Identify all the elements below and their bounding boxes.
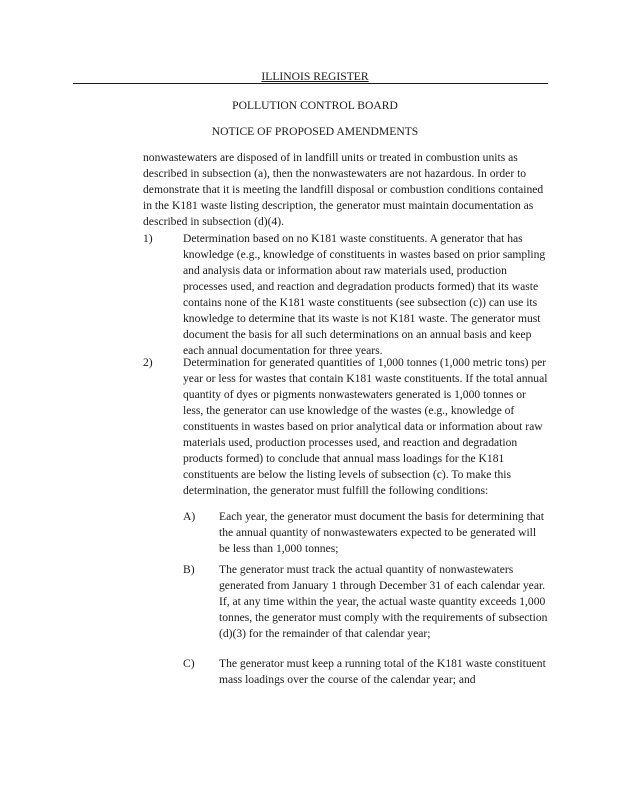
register-title: ILLINOIS REGISTER (261, 70, 369, 83)
subitem-b-number: B) (183, 563, 195, 576)
item-1-text: Determination based on no K181 waste constituents. A generator that has knowledge (e.g., knowledge of constituents in wastes based on prior sampling and analysis data or information about raw materials used, production processes used, and reaction and degradation products formed) that its waste contains none of the K181 waste constituents (see subsection (c)) can use its knowledge to determine that its waste is not K181 waste. The generator must document the basis for all such determinations on an annual basis and keep each annual documentation for three years. (183, 232, 546, 357)
subitem-c-text: The generator must keep a running total of the K181 waste constituent mass loadings over the course of the calendar year; and (219, 657, 546, 686)
board-title: POLLUTION CONTROL BOARD (232, 99, 398, 112)
subitem-a-text: Each year, the generator must document the basis for determining that the annual quantity of nonwastewaters expected to be generated will be less than 1,000 tonnes; (219, 510, 545, 555)
subitem-b-text: The generator must track the actual quantity of nonwastewaters generated from January 1 through December 31 of each calendar year. If, at any time within the year, the actual waste quantity exceeds 1,000 tonnes, the generator must comply with the requirements of subsection (d)(3) for the remainder of that calendar year; (219, 563, 548, 640)
item-2-number: 2) (143, 356, 153, 369)
item-2-text: Determination for generated quantities of 1,000 tonnes (1,000 metric tons) per year or less for wastes that contain K181 waste constituents. If the total annual quantity of dyes or pigments nonwastewaters generated is 1,000 tonnes or less, the generator can use knowledge of the wastes (e.g., knowledge of constituents in wastes based on prior analytical data or information about raw materials used, production processes used, and reaction and degradation products formed) to conclude that annual mass loadings for the K181 constituents are below the listing levels of subsection (c). To make this determination, the generator must fulfill the following conditions: (183, 356, 548, 497)
intro-paragraph: nonwastewaters are disposed of in landfill units or treated in combustion units as described in subsection (a), then the nonwastewaters are not hazardous. In order to demonstrate that it is meeting the landfill disposal or combustion conditions contained in the K181 waste listing description, the generator must maintain documentation as described in subsection (d)(4). (143, 151, 544, 228)
subitem-a-number: A) (183, 510, 196, 523)
item-1-number: 1) (143, 232, 153, 245)
header-rule (73, 83, 548, 84)
notice-title: NOTICE OF PROPOSED AMENDMENTS (211, 125, 419, 138)
subitem-c-number: C) (183, 657, 195, 670)
